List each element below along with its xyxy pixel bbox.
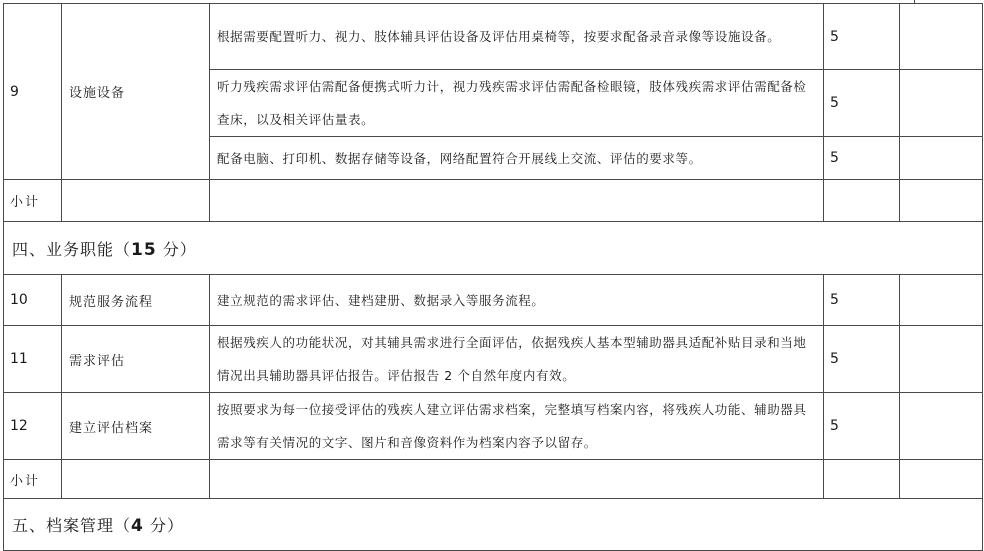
table-row-9: [4, 4, 983, 70]
row-9-standard-3: 配备电脑、打印机、数据存储等设备，网络配置符合开展线上交流、评估的要求等。: [210, 137, 824, 180]
evaluation-table: [3, 3, 983, 551]
row-9-standard-2: 听力残疾需求评估需配备便携式听力计，视力残疾需求评估需配备检眼镜，肢体残疾需求评估需配备检查床，以及相关评估量表。: [210, 70, 824, 137]
row-10-score: 5: [824, 275, 900, 326]
row-9-remark-2: [900, 70, 983, 137]
row-10-number: 10: [4, 275, 62, 326]
row-9-score-1: 5: [824, 4, 900, 70]
row-11-item: 需求评估: [62, 326, 210, 393]
row-10-remark: [900, 275, 983, 326]
row-9-remark-3: [900, 137, 983, 180]
row-12-remark: [900, 393, 983, 460]
row-9-number: 9: [4, 4, 62, 180]
section-5-points: 4: [131, 516, 144, 536]
row-9-score-2: 5: [824, 70, 900, 137]
section-header-5: [4, 499, 983, 551]
row-11-number: 11: [4, 326, 62, 393]
row-10-standard: 建立规范的需求评估、建档建册、数据录入等服务流程。: [210, 275, 824, 326]
row-12-item: 建立评估档案: [62, 393, 210, 460]
section-5-title: 五、档案管理（4 分）: [4, 499, 983, 551]
table-row-11: [4, 326, 983, 393]
row-11-standard: 根据残疾人的功能状况，对其辅具需求进行全面评估，依据残疾人基本型辅助器具适配补贴目录和当地情况出具辅助器具评估报告。评估报告 2 个自然年度内有效。: [210, 326, 824, 393]
row-9-standard-1: 根据需要配置听力、视力、肢体辅具评估设备及评估用桌椅等，按要求配备录音录像等设施设备。: [210, 4, 824, 70]
row-9-item: 设施设备: [62, 4, 210, 180]
row-10-item: 规范服务流程: [62, 275, 210, 326]
row-12-number: 12: [4, 393, 62, 460]
section-4-points: 15: [131, 239, 157, 260]
subtotal-label-2: 小计: [4, 460, 62, 499]
row-9-score-3: 5: [824, 137, 900, 180]
row-9-remark-1: [900, 4, 983, 70]
row-11-remark: [900, 326, 983, 393]
row-12-score: 5: [824, 393, 900, 460]
subtotal-row-2: [4, 460, 983, 499]
table-row-12: [4, 393, 983, 460]
section-header-4: [4, 222, 983, 275]
row-11-score: 5: [824, 326, 900, 393]
section-4-title: 四、业务职能（15 分）: [4, 222, 983, 275]
table-row-10: [4, 275, 983, 326]
subtotal-row-1: [4, 180, 983, 222]
subtotal-label-1: 小计: [4, 180, 62, 222]
row-12-standard: 按照要求为每一位接受评估的残疾人建立评估需求档案，完整填写档案内容，将残疾人功能、辅助器具需求等有关情况的文字、图片和音像资料作为档案内容予以留存。: [210, 393, 824, 460]
